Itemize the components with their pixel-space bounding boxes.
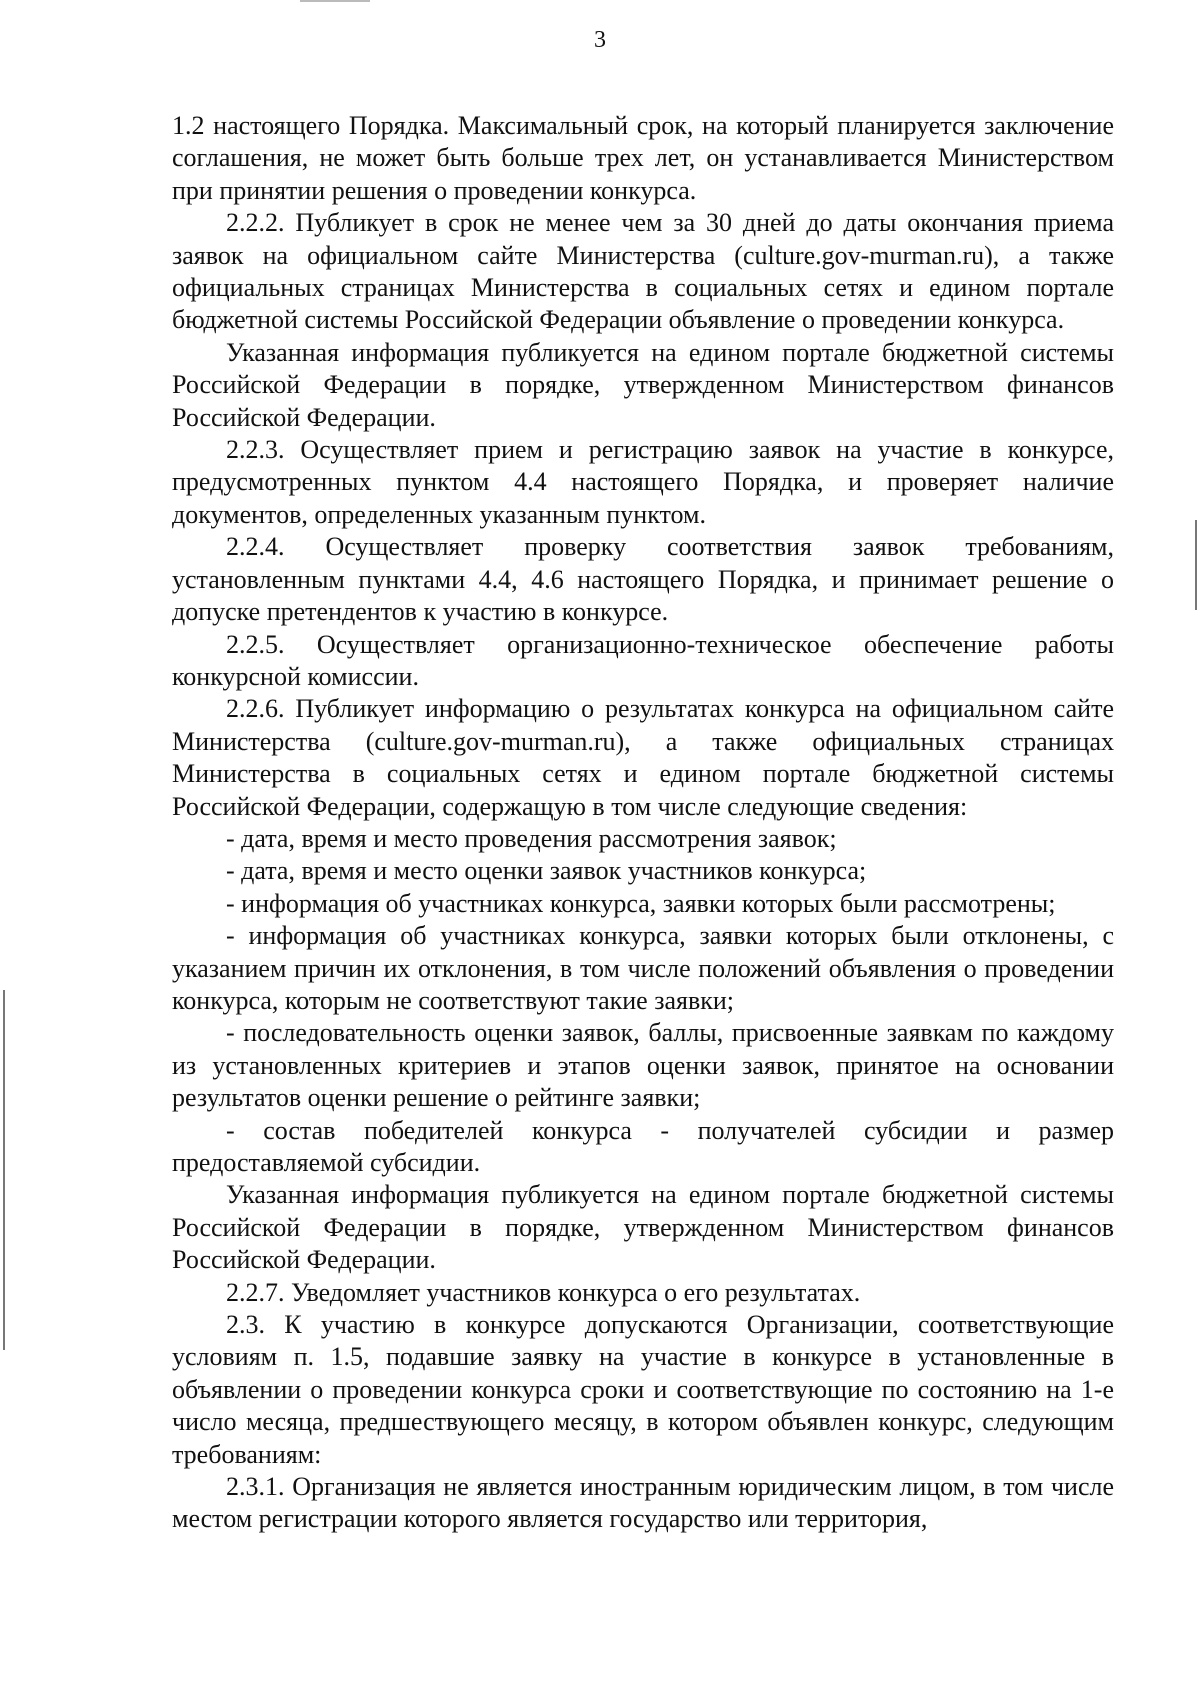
paragraph: 2.2.6. Публикует информацию о результатах конкурса на официальном сайте Министерства (culture.gov-murman.ru), а также официальных страницах Министерства в социальных сетях и едином портале бюджетной системы Российской Федерации, содержащую в том числе следующие сведения: (172, 694, 1114, 821)
document-body (172, 110, 1114, 1536)
paragraph: 2.2.7. Уведомляет участников конкурса о его результатах. (226, 1277, 861, 1307)
page-number: 3 (594, 27, 606, 53)
scan-artifact (3, 990, 5, 1350)
list-item: - состав победителей конкурса - получателей субсидии и размер предоставляемой субсидии. (172, 1115, 1114, 1177)
list-item: - дата, время и место проведения рассмотрения заявок; (226, 823, 837, 853)
scan-artifact (1195, 520, 1197, 610)
paragraph: 2.2.5. Осуществляет организационно-техническое обеспечение работы конкурсной комиссии. (172, 629, 1114, 691)
list-item: - информация об участниках конкурса, заявки которых были рассмотрены; (226, 888, 1056, 918)
scan-artifact (300, 0, 370, 2)
paragraph: 2.3.1. Организация не является иностранным юридическим лицом, в том числе местом регистрации которого является государство или территория, (172, 1472, 1114, 1534)
list-item: - последовательность оценки заявок, баллы, присвоенные заявкам по каждому из установленных критериев и этапов оценки заявок, принятое на основании результатов оценки решение о рейтинге заявки; (172, 1018, 1114, 1113)
list-item: - информация об участниках конкурса, заявки которых были отклонены, с указанием причин их отклонения, в том числе положений объявления о проведении конкурса, которым не соответствуют такие заявки; (172, 921, 1114, 1015)
paragraph: 2.2.2. Публикует в срок не менее чем за 30 дней до даты окончания приема заявок на официальном сайте Министерства (culture.gov-murman.ru), а также официальных страницах Министерства в социальных сетях и едином портале бюджетной системы Российской Федерации объявление о проведении конкурса. (172, 208, 1114, 335)
paragraph: 2.3. К участию в конкурсе допускаются Организации, соответствующие условиям п. 1.5, подавшие заявку на участие в конкурсе в установленные в объявлении о проведении конкурса сроки и соответствующие по состоянию на 1-е число месяца, предшествующего месяцу, в котором объявлен конкурс, следующим требованиям: (172, 1310, 1114, 1469)
paragraph: 2.2.4. Осуществляет проверку соответствия заявок требованиям, установленным пунктами 4.4, 4.6 настоящего Порядка, и принимает решение о допуске претендентов к участию в конкурсе. (172, 532, 1114, 627)
paragraph: 1.2 настоящего Порядка. Максимальный срок, на который планируется заключение соглашения, не может быть больше трех лет, он устанавливается Министерством при принятии решения о проведении конкурса. (172, 111, 1114, 205)
paragraph: Указанная информация публикуется на едином портале бюджетной системы Российской Федерации в порядке, утвержденном Министерством финансов Российской Федерации. (172, 1180, 1114, 1275)
list-item: - дата, время и место оценки заявок участников конкурса; (226, 856, 867, 886)
paragraph: 2.2.3. Осуществляет прием и регистрацию заявок на участие в конкурсе, предусмотренных пунктом 4.4 настоящего Порядка, и проверяет наличие документов, определенных указанным пунктом. (172, 435, 1114, 529)
paragraph: Указанная информация публикуется на едином портале бюджетной системы Российской Федерации в порядке, утвержденном Министерством финансов Российской Федерации. (172, 337, 1114, 432)
